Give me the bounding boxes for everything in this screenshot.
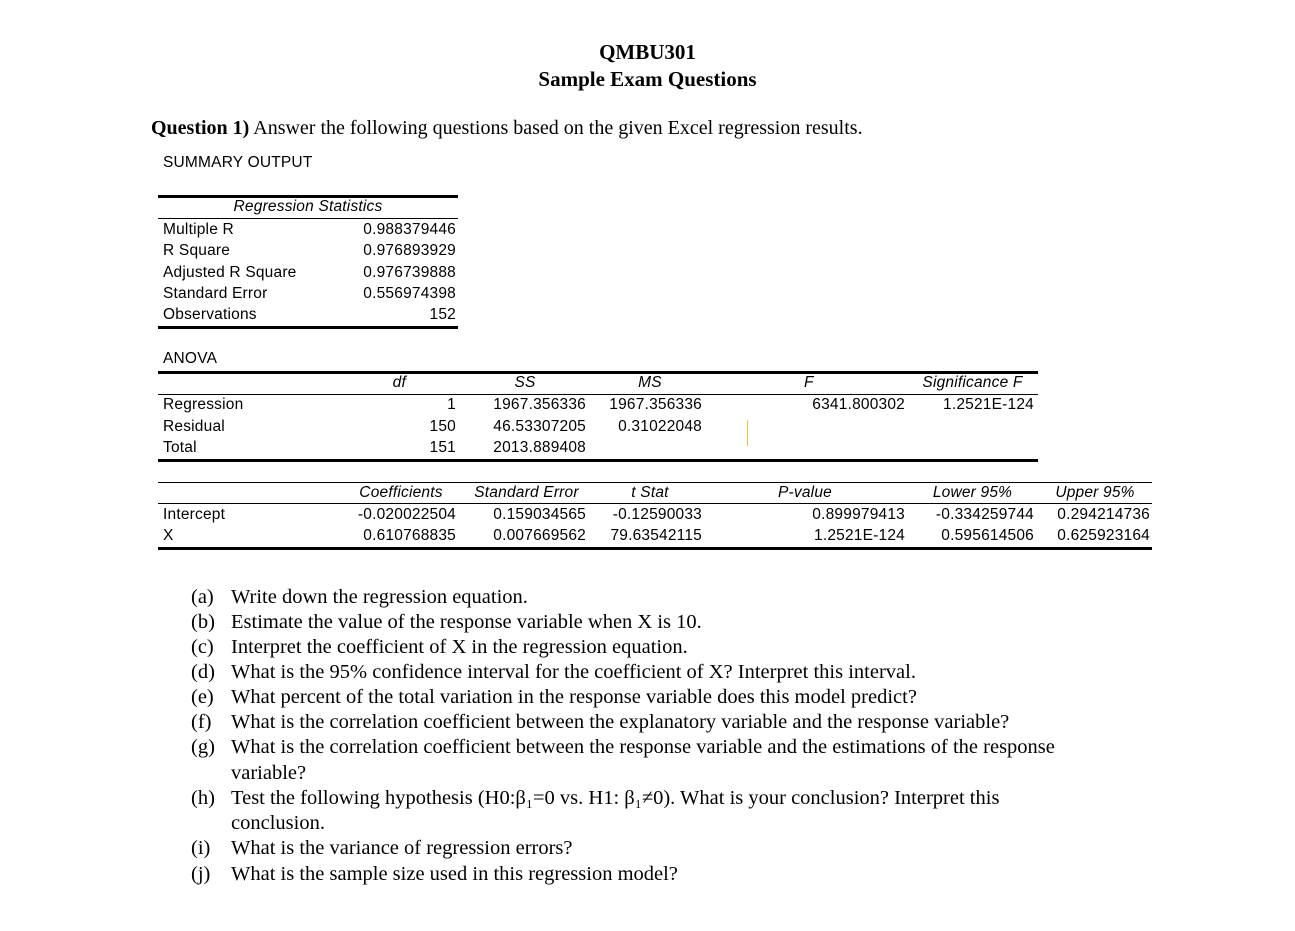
anova-ss: 2013.889408 [493,439,586,456]
item-text: Test the following hypothesis (H0:β₁=0 vs. H1: β₁≠0). What is your conclusion? Interpret this [231,787,1000,809]
regression-statistics-header: Regression Statistics [233,198,383,215]
stat-label: R Square [163,242,231,259]
cell-cursor [747,420,748,446]
question-label: Question 1) [151,117,250,139]
pvalue-value: 1.2521E-124 [814,527,905,544]
anova-ms: 0.31022048 [618,418,702,435]
anova-sig: 1.2521E-124 [943,396,1034,413]
anova-row-label: Regression [163,396,244,413]
coef-value: 0.610768835 [363,527,456,544]
table-rule [158,482,1152,483]
stat-label: Standard Error [163,285,268,302]
table-rule [158,326,458,329]
coef-value: -0.020022504 [357,506,456,523]
upper-value: 0.625923164 [1057,527,1150,544]
stat-value: 0.976893929 [363,242,456,259]
lower-value: -0.334259744 [935,506,1034,523]
coef-row-label: X [163,527,174,544]
item-text: What is the sample size used in this regression model? [231,863,678,885]
table-rule [158,394,1038,395]
table-rule [158,503,1152,504]
table-rule [158,218,458,219]
item-text: What is the correlation coefficient between the response variable and the estimations of the response [231,736,1055,758]
anova-header-ss: SS [514,374,536,391]
anova-title: ANOVA [163,350,218,367]
anova-header-sig: Significance F [922,374,1023,391]
stat-label: Adjusted R Square [163,264,297,281]
item-label: (b) [191,611,215,633]
anova-header-ms: MS [638,374,662,391]
item-label: (c) [191,636,214,658]
tstat-header: t Stat [631,484,669,501]
se-value: 0.159034565 [493,506,586,523]
item-text: Interpret the coefficient of X in the regression equation. [231,636,688,658]
item-text: variable? [231,762,307,784]
item-text: Estimate the value of the response variable when X is 10. [231,611,702,633]
question-text: Answer the following questions based on the given Excel regression results. [253,117,863,139]
item-label: (a) [191,586,214,608]
stat-value: 0.988379446 [363,221,456,238]
anova-ms: 1967.356336 [609,396,702,413]
lower-value: 0.595614506 [941,527,1034,544]
coef-header: Coefficients [359,484,443,501]
table-rule [158,547,1152,550]
upper-header: Upper 95% [1055,484,1135,501]
pvalue-header: P-value [778,484,832,501]
exam-subtitle: Sample Exam Questions [538,67,757,91]
item-text: What is the correlation coefficient between the explanatory variable and the response variable? [231,711,1010,733]
anova-header-f: F [804,374,814,391]
anova-df: 151 [429,439,456,456]
item-label: (j) [191,863,211,885]
item-text: What is the 95% confidence interval for the coefficient of X? Interpret this interval. [231,661,916,683]
anova-df: 150 [429,418,456,435]
anova-df: 1 [447,396,456,413]
course-code: QMBU301 [599,40,696,64]
tstat-value: -0.12590033 [612,506,702,523]
pvalue-value: 0.899979413 [812,506,905,523]
table-rule [158,459,1038,462]
anova-ss: 46.53307205 [493,418,586,435]
item-label: (d) [191,661,215,683]
tstat-value: 79.63542115 [610,527,702,544]
item-text: conclusion. [231,812,325,834]
se-header: Standard Error [474,484,579,501]
stat-label: Observations [163,306,257,323]
question-heading [151,117,863,140]
item-label: (g) [191,736,215,758]
anova-ss: 1967.356336 [493,396,586,413]
item-label: (i) [191,837,211,859]
anova-header-df: df [392,374,406,391]
stat-value: 0.976739888 [363,264,456,281]
item-label: (f) [191,711,212,733]
item-label: (e) [191,686,214,708]
stat-value: 152 [429,306,456,323]
stat-label: Multiple R [163,221,234,238]
stat-value: 0.556974398 [363,285,456,302]
item-text: What percent of the total variation in the response variable does this model predict? [231,686,917,708]
anova-f: 6341.800302 [812,396,905,413]
item-label: (h) [191,787,215,809]
coef-row-label: Intercept [163,506,226,523]
item-text: What is the variance of regression errors? [231,837,573,859]
anova-row-label: Total [163,439,197,456]
anova-row-label: Residual [163,418,225,435]
se-value: 0.007669562 [493,527,586,544]
item-text: Write down the regression equation. [231,586,528,608]
summary-output-title: SUMMARY OUTPUT [163,154,313,171]
upper-value: 0.294214736 [1057,506,1150,523]
lower-header: Lower 95% [932,484,1013,501]
